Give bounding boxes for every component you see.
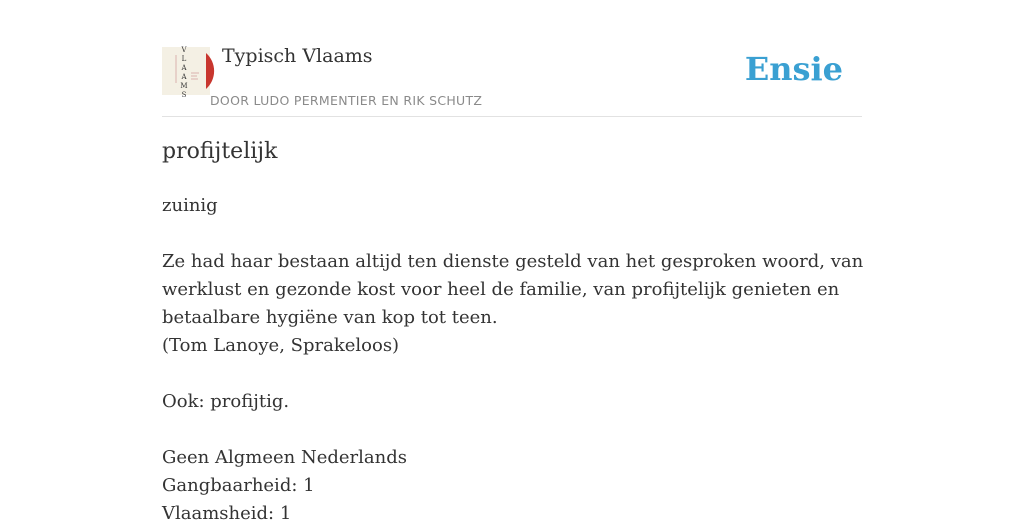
paragraph-gap — [162, 416, 862, 444]
entry-body — [162, 192, 862, 528]
paragraph-gap — [162, 220, 862, 248]
svg-text:M: M — [180, 82, 188, 90]
entry-variant: Ook: profijtig. — [162, 391, 290, 412]
svg-text:S: S — [181, 91, 187, 99]
paragraph-gap — [162, 360, 862, 388]
svg-text:V: V — [181, 46, 187, 54]
entry-definition: zuinig — [162, 195, 218, 216]
meta-line: Vlaamsheid: 1 — [162, 503, 292, 524]
quote-line: werklust en gezonde kost voor heel de familie, van profijtelijk genieten en — [162, 279, 840, 300]
svg-text:L: L — [181, 55, 187, 63]
source-avatar[interactable] — [162, 46, 210, 99]
quote-source: (Tom Lanoye, Sprakeloos) — [162, 335, 400, 356]
quote-line: Ze had haar bestaan altijd ten dienste gesteld van het gesproken woord, van — [162, 251, 864, 272]
meta-line: Geen Algmeen Nederlands — [162, 447, 407, 468]
source-header — [162, 0, 862, 117]
meta-line: Gangbaarheid: 1 — [162, 475, 315, 496]
entry-meta — [162, 444, 862, 528]
svg-text:A: A — [181, 73, 187, 81]
source-title[interactable]: Typisch Vlaams — [222, 45, 373, 67]
entry-title: profijtelijk — [162, 139, 278, 164]
ensie-logo[interactable]: Ensie — [744, 50, 843, 88]
source-author: DOOR LUDO PERMENTIER EN RIK SCHUTZ — [210, 93, 483, 108]
book-cover-logo — [162, 46, 210, 99]
entry-quote — [162, 248, 862, 332]
quote-line: betaalbare hygiëne van kop tot teen. — [162, 307, 498, 328]
svg-text:A: A — [181, 64, 187, 72]
